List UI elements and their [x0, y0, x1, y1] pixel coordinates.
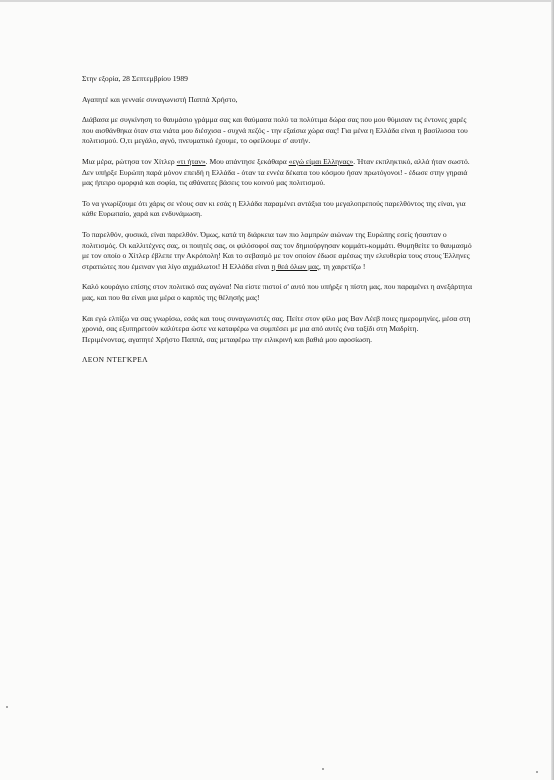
scan-edge-top	[0, 0, 554, 2]
paragraph-6: Και εγώ ελπίζω να σας γνωρίσω, εσάς και τους συναγωνιστές σας. Πείτε στον φίλο μας Βαν Λέεβ ποιες ημερομηνίες, μέσα στη χρονιά, σας εξυπηρετούν καλύτερα ώστε να καταφέρω να συμπέσει με μια από αυτές ένα ταξίδι στη Μαδρίτη.	[82, 313, 471, 334]
paragraph-4-text-a: Το παρελθόν, φυσικά, είναι παρελθόν. Όμως, κατά τη διάρκεια των πιο λαμπρών αιώνων της Ευρώπης εσείς ήσασταν ο πολιτισμός. Οι καλλιτέχνες σας, οι ποιητές σας, οι φιλόσοφοί σας τον δημιούργησαν κομμάτι-κομμάτι. Θυμηθείτε το θαυμασμό με τον οποίο ο Χίτλερ έβλεπε την Ακρόπολη! Και το σεβασμό με τον οποίον έδωσε αμέσως την ελευθερία τους στους Έλληνες στρατιώτες που έμειναν για λίγο αιχμάλωτοι! Η Ελλάδα είναι	[82, 229, 472, 271]
paragraph-4-text-b: , τη χαιρετίζω !	[319, 261, 366, 271]
letter-dateline: Στην εξορία, 28 Σεπτεμβρίου 1989	[82, 74, 188, 83]
paragraph-2-underlined-quote-2: «εγώ είμαι Ελληνας»	[288, 156, 354, 166]
signature: ΛΕΟΝ ΝΤΕΓΚΡΕΛ	[82, 355, 148, 365]
scan-speck	[6, 706, 8, 708]
letter-greeting: Αγαπητέ και γενναίε συναγωνιστή Παππά Χρήστο,	[82, 94, 238, 104]
paragraph-2-underlined-quote-1: «τι ήταν»	[176, 156, 206, 166]
paragraph-1: Διάβασα με συγκίνηση το θαυμάσιο γράμμα σας και θαύμασα πολύ τα πολύτιμα δώρα σας που μου θύμισαν τις έντονες χαρές που αισθάνθηκα όταν στα νιάτα μου διέσχισα - συχνά πεζός - την εξαίσια χώρα σας! Για μένα η Ελλάδα είναι η βασίλισσα του πολιτισμού. Ο,τι μεγάλο, αγνό, πνευματικό έχουμε, το οφείλουμε σ' αυτήν.	[82, 115, 468, 146]
paragraph-7: Περιμένοντας, αγαπητέ Χρήστο Παππά, σας μεταφέρω την ειλικρινή και βαθιά μου αφοσίωση.	[82, 334, 373, 344]
paragraph-2-text-c: . Ήταν εκπληκτικό, αλλά ήταν σωστό. Δεν υπήρξε Ευρώπη παρά μόνον επειδή η Ελλάδα - όταν τα εννέα δέκατα του κόσμου ήσαν πρωτόγονοι! - έδωσε στην γηραιά μας ήπειρο ομορφιά και σοφία, τις αθάνατες βάσεις του κοινού μας πολιτισμού.	[82, 156, 470, 188]
paragraph-2-text-b: . Μου απάντησε ξεκάθαρα	[205, 156, 289, 166]
paragraph-2-text-a: Μια μέρα, ρώτησα τον Χίτλερ	[82, 156, 177, 166]
paragraph-2	[82, 157, 474, 189]
paragraph-4-underlined-phrase: η θεά όλων μας	[271, 261, 320, 271]
paragraph-4	[82, 230, 474, 272]
paragraph-5: Καλό κουράγιο επίσης στον πολιτικό σας αγώνα! Να είστε πιστοί σ' αυτό που υπήρξε η πίστη μας, που παραμένει η ανεξάρτητα μας, και που θα είναι μια μέρα ο καρπός της θέλησής μας!	[82, 282, 473, 302]
scan-speck	[322, 768, 324, 770]
letter-body	[82, 74, 474, 366]
scan-speck	[536, 771, 538, 773]
paragraph-3: Το να γνωρίζουμε ότι χάρις σε νέους σαν κι εσάς η Ελλάδα παραμένει αντάξια του μεγαλοπρεπούς παρελθόντος της είναι, για κάθε Ευρωπαίο, χαρά και ενδυνάμωση.	[82, 198, 466, 219]
